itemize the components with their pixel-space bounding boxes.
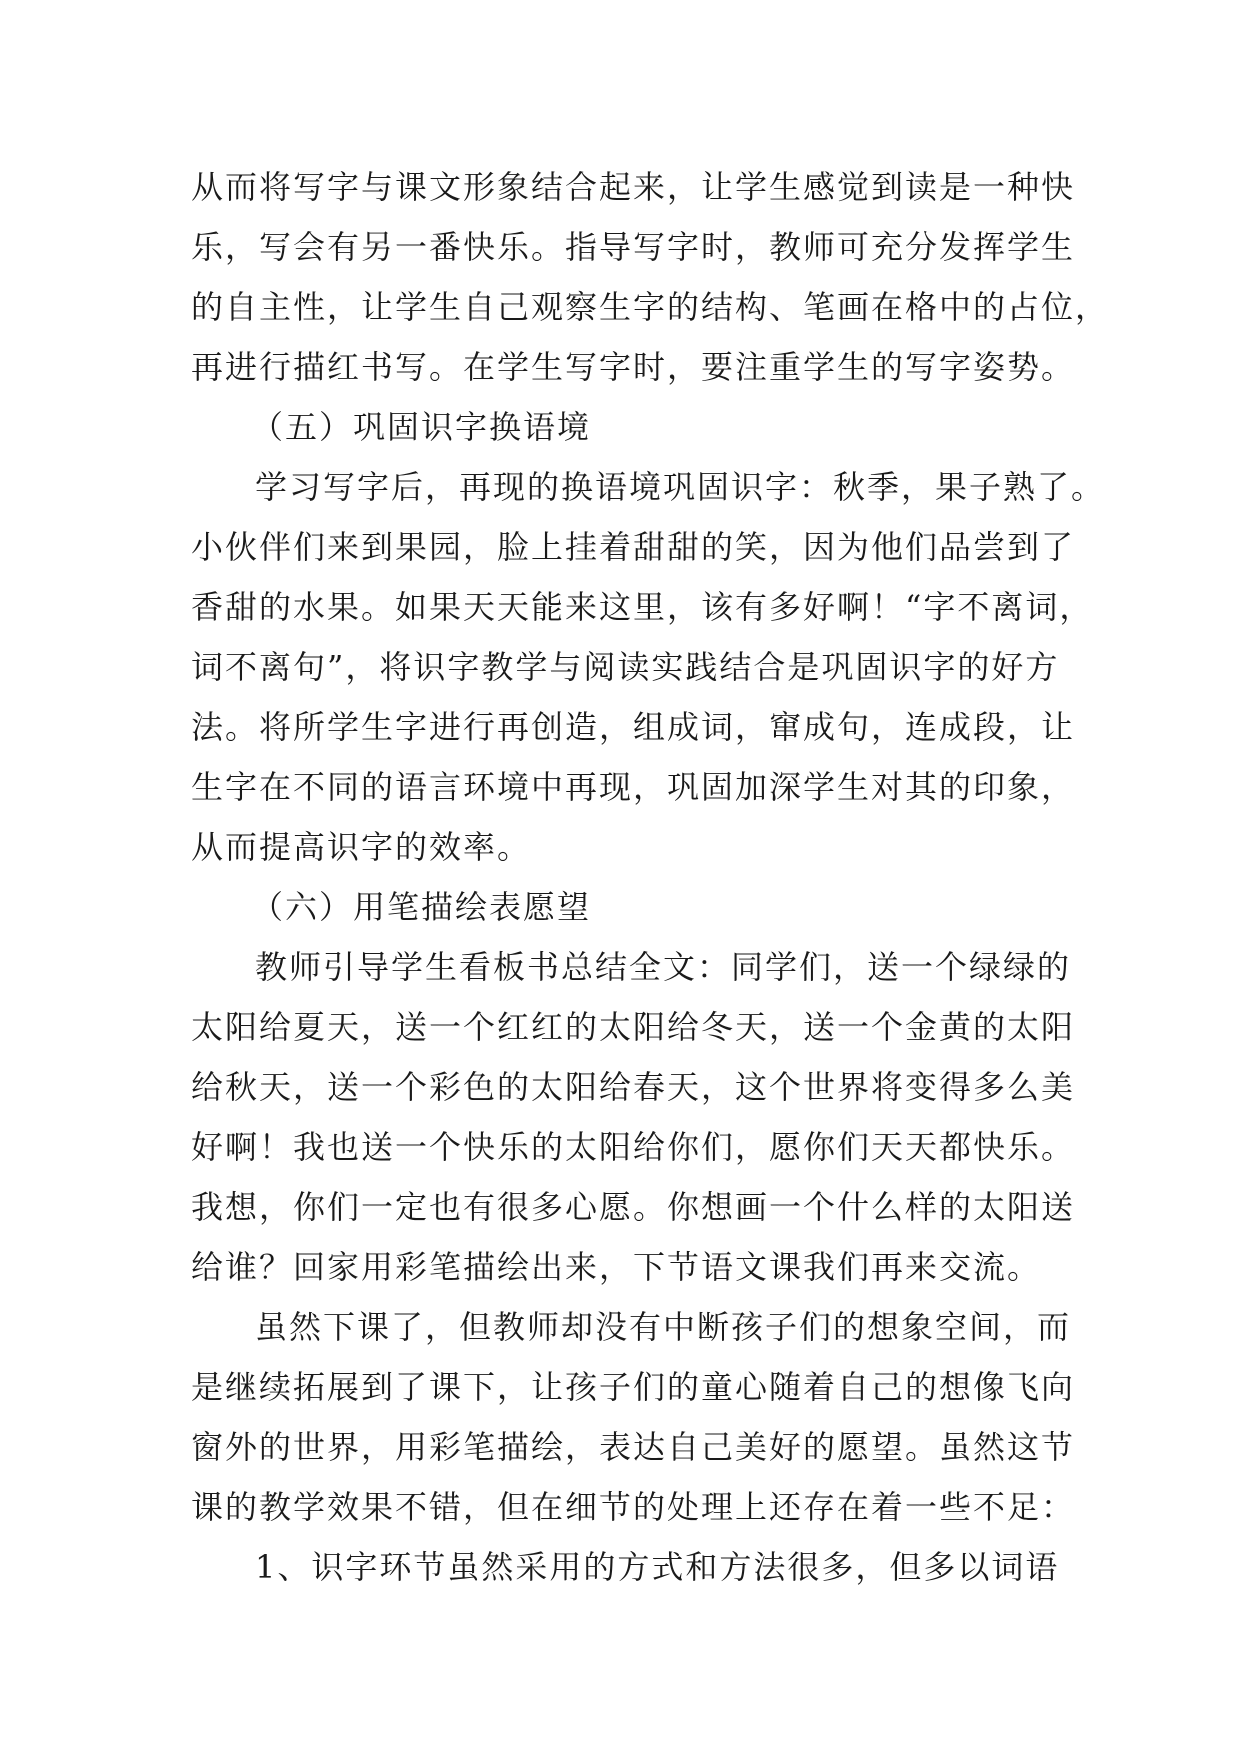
text-line: 的自主性，让学生自己观察生字的结构、笔画在格中的占位， [191,288,1110,326]
text-line: 课的教学效果不错，但在细节的处理上还存在着一些不足： [191,1488,1076,1526]
text-line: 香甜的水果。如果天天能来这里，该有多好啊！“字不离词， [191,588,1094,626]
text-line: 小伙伴们来到果园，脸上挂着甜甜的笑，因为他们品尝到了 [191,528,1076,566]
text-line: 太阳给夏天，送一个红红的太阳给冬天，送一个金黄的太阳 [191,1008,1076,1046]
text-line: 法。将所学生字进行再创造，组成词，窜成句，连成段，让 [191,708,1076,746]
text-line: 是继续拓展到了课下，让孩子们的童心随着自己的想像飞向 [191,1368,1076,1406]
text-line: 词不离句”，将识字教学与阅读实践结合是巩固识字的好方 [191,648,1060,686]
section-heading: （五）巩固识字换语境 [251,408,592,446]
text-line: 窗外的世界，用彩笔描绘，表达自己美好的愿望。虽然这节 [191,1428,1076,1466]
text-line: 从而将写字与课文形象结合起来，让学生感觉到读是一种快 [191,168,1076,206]
text-line: 生字在不同的语言环境中再现，巩固加深学生对其的印象， [191,768,1076,806]
text-line: 虽然下课了，但教师却没有中断孩子们的想象空间，而 [255,1308,1072,1346]
section-heading: （六）用笔描绘表愿望 [251,888,592,926]
text-line: 学习写字后，再现的换语境巩固识字：秋季，果子熟了。 [255,468,1106,506]
text-line: 乐，写会有另一番快乐。指导写字时，教师可充分发挥学生 [191,228,1076,266]
text-line: 我想，你们一定也有很多心愿。你想画一个什么样的太阳送 [191,1188,1076,1226]
text-line: 给谁？回家用彩笔描绘出来，下节语文课我们再来交流。 [191,1248,1042,1286]
text-line: 教师引导学生看板书总结全文：同学们，送一个绿绿的 [255,948,1072,986]
text-line: 1、识字环节虽然采用的方式和方法很多，但多以词语 [255,1548,1060,1586]
text-line: 给秋天，送一个彩色的太阳给春天，这个世界将变得多么美 [191,1068,1076,1106]
text-line: 好啊！我也送一个快乐的太阳给你们，愿你们天天都快乐。 [191,1128,1076,1166]
text-line: 再进行描红书写。在学生写字时，要注重学生的写字姿势。 [191,348,1076,386]
text-line: 从而提高识字的效率。 [191,828,532,866]
